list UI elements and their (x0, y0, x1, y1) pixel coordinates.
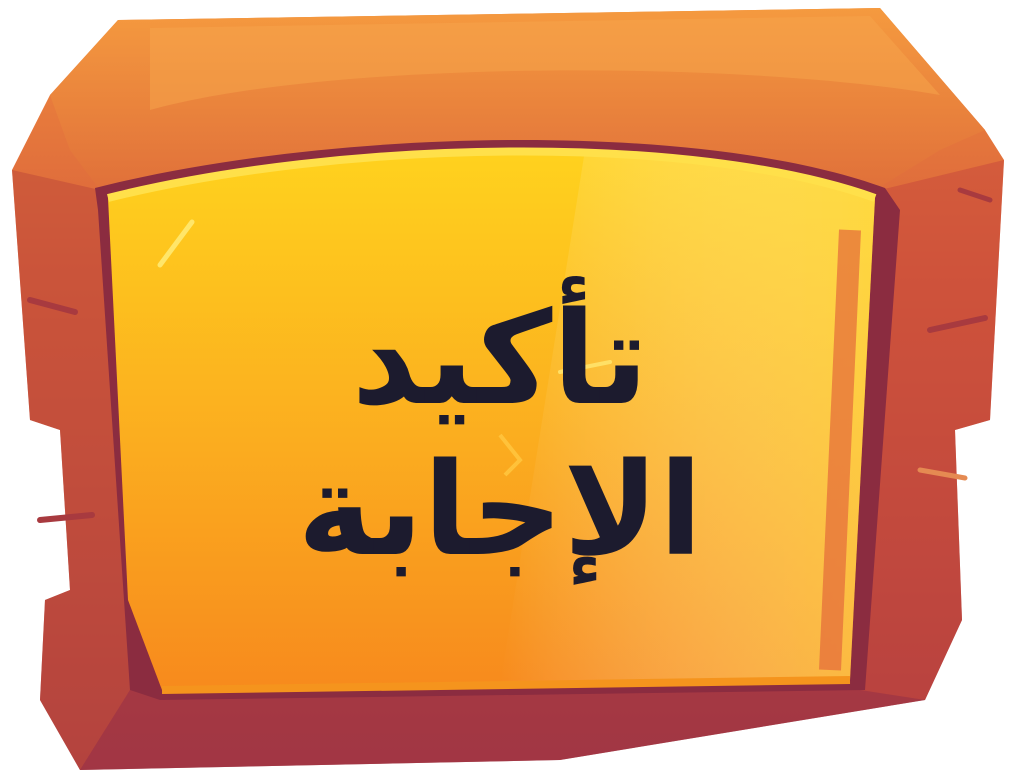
label-line-answer: الإجابة (297, 436, 703, 585)
label-line-confirm: تأكيد (351, 284, 649, 434)
button-label (150, 215, 850, 655)
